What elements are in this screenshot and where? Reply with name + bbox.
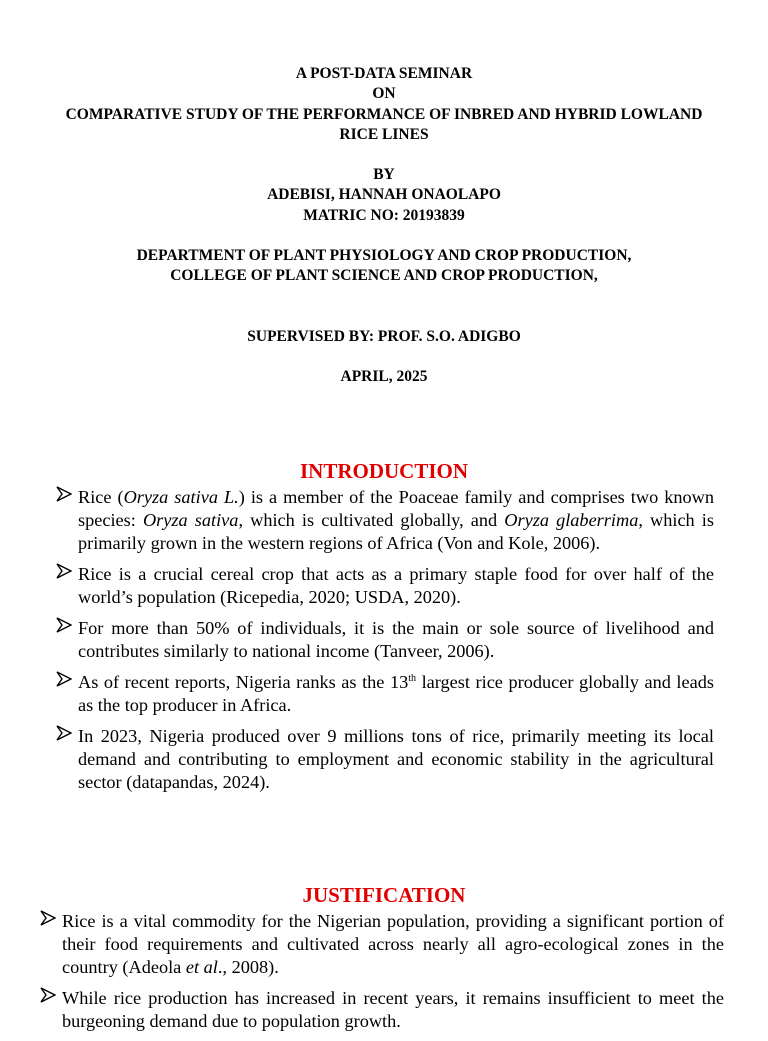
list-item: Rice is a vital commodity for the Nigerian population, providing a significant portion of their food requirements and cultivated across nearly all agro-ecological zones in the country (Adeola et al., 2008). bbox=[62, 910, 724, 980]
arrow-bullet-icon bbox=[56, 562, 72, 580]
list-item: In 2023, Nigeria produced over 9 millions tons of rice, primarily meeting its local demand and contributing to employment and economic stability in the agricultural sector (datapandas, 2024). bbox=[78, 725, 714, 795]
justification-list bbox=[62, 910, 724, 1041]
introduction-heading: INTRODUCTION bbox=[299, 459, 469, 483]
title-on: ON bbox=[372, 85, 396, 103]
author-name: ADEBISI, HANNAH ONAOLAPO bbox=[267, 186, 501, 204]
supervisor: SUPERVISED BY: PROF. S.O. ADIGBO bbox=[247, 327, 521, 345]
title-block bbox=[0, 64, 768, 387]
arrow-bullet-icon bbox=[56, 616, 72, 634]
arrow-bullet-icon bbox=[56, 485, 72, 503]
seminar-title-line-2: RICE LINES bbox=[339, 125, 429, 143]
list-item: While rice production has increased in recent years, it remains insufficient to meet the burgeoning demand due to population growth. bbox=[62, 987, 724, 1033]
introduction-list bbox=[78, 486, 714, 802]
list-item: As of recent reports, Nigeria ranks as the 13th largest rice producer globally and leads as the top producer in Africa. bbox=[78, 671, 714, 717]
seminar-type: A POST-DATA SEMINAR bbox=[295, 65, 473, 82]
list-item: Rice is a crucial cereal crop that acts as a primary staple food for over half of the world’s population (Ricepedia, 2020; USDA, 2020). bbox=[78, 563, 714, 609]
arrow-bullet-icon bbox=[40, 986, 56, 1004]
arrow-bullet-icon bbox=[40, 909, 56, 927]
matric-number: MATRIC NO: 20193839 bbox=[303, 206, 465, 224]
title-by: BY bbox=[373, 166, 395, 184]
seminar-title-line-1: COMPARATIVE STUDY OF THE PERFORMANCE OF INBRED AND HYBRID LOWLAND bbox=[65, 105, 703, 123]
college: COLLEGE OF PLANT SCIENCE AND CROP PRODUCTION, bbox=[170, 267, 598, 285]
seminar-date: APRIL, 2025 bbox=[340, 367, 428, 385]
list-item: Rice (Oryza sativa L.) is a member of the Poaceae family and comprises two known species: Oryza sativa, which is cultivated globally, and Oryza glaberrima, which is primarily grown in the western regions of Africa (Von and Kole, 2006). bbox=[78, 486, 714, 556]
arrow-bullet-icon bbox=[56, 724, 72, 742]
justification-heading: JUSTIFICATION bbox=[302, 883, 466, 907]
arrow-bullet-icon bbox=[56, 670, 72, 688]
department: DEPARTMENT OF PLANT PHYSIOLOGY AND CROP PRODUCTION, bbox=[136, 247, 632, 265]
list-item: For more than 50% of individuals, it is the main or sole source of livelihood and contributes similarly to national income (Tanveer, 2006). bbox=[78, 617, 714, 663]
